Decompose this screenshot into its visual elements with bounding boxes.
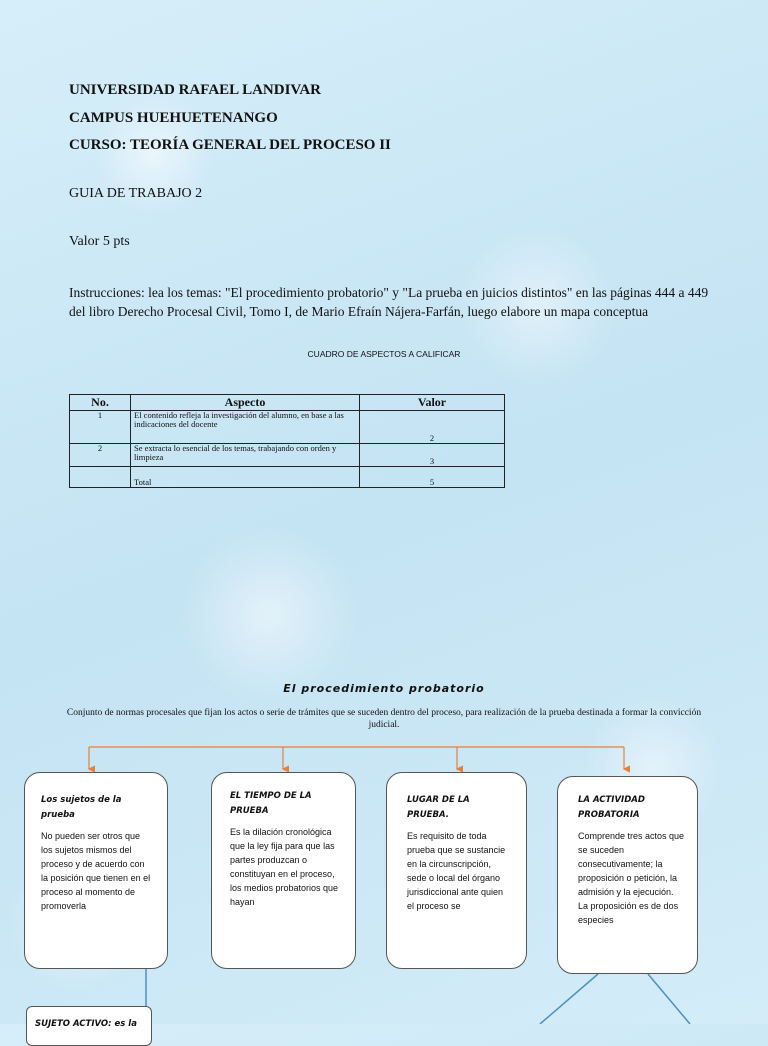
- box-title: Los sujetos de la prueba: [41, 795, 122, 820]
- grading-caption: CUADRO DE ASPECTOS A CALIFICAR: [307, 349, 461, 359]
- university-name: UNIVERSIDAD RAFAEL LANDIVAR: [69, 82, 321, 98]
- concept-box-actividad: [557, 776, 698, 974]
- concept-box-sujetos: [24, 772, 168, 969]
- guide-title: GUIA DE TRABAJO 2: [69, 186, 203, 201]
- instructions: Instrucciones: lea los temas: "El procedimiento probatorio" y "La prueba en juicios distintos" en las páginas 444 a 449 del libro Derecho Procesal Civil, Tomo I, de Mario Efraín Nájera-Farfán, luego elabore un mapa conceptua: [69, 285, 709, 319]
- header-aspect: Aspecto: [131, 395, 360, 411]
- concept-box-sujeto-activo: [26, 1006, 152, 1046]
- box-body: Es la dilación cronológica que la ley fija para que las partes produzcan o constituyan en el proceso, los medios probatorios que hayan: [230, 827, 339, 907]
- row-value: 3: [360, 444, 505, 467]
- campus-name: CAMPUS HUEHUETENANGO: [69, 110, 278, 126]
- box-4-right-line: [648, 974, 690, 1024]
- concept-box-lugar: [386, 772, 527, 969]
- box-body: No pueden ser otros que los sujetos mismos del proceso y de acuerdo con la posición que tienen en el proceso al momento de promoverla: [41, 831, 151, 911]
- header-value: Valor: [360, 395, 505, 411]
- row-value: 2: [360, 411, 505, 444]
- row-aspect: El contenido refleja la investigación del alumno, en base a las indicaciones del docente: [131, 411, 360, 444]
- concept-map-definition: Conjunto de normas procesales que fijan los actos o serie de trámites que se suceden dentro del proceso, para realización de la prueba destinada a formar la convicción judicial.: [66, 708, 702, 730]
- row-aspect: Se extracta lo esencial de los temas, trabajando con orden y limpieza: [131, 444, 360, 467]
- box-4-left-line: [540, 974, 598, 1024]
- box-title: SUJETO ACTIVO: es la: [35, 1019, 137, 1029]
- course-name: CURSO: TEORÍA GENERAL DEL PROCESO II: [69, 137, 391, 153]
- header-no: No.: [70, 395, 131, 411]
- box-body: Es requisito de toda prueba que se sustancie en la circunscripción, sede o local del órgano jurisdiccional ante quien el proceso se: [407, 831, 506, 911]
- row-no: 1: [70, 411, 131, 444]
- box-title: EL TIEMPO DE LA PRUEBA: [230, 791, 312, 816]
- concept-map-title: El procedimiento probatorio: [283, 682, 485, 695]
- row-value: 5: [360, 467, 505, 488]
- row-aspect: Total: [131, 467, 360, 488]
- box-body: Comprende tres actos que se suceden consecutivamente; la proposición o petición, la admisión y la ejecución. La proposición es de dos especies: [578, 831, 685, 925]
- concept-box-tiempo: [211, 772, 356, 969]
- box-title: LA ACTIVIDAD PROBATORIA: [578, 795, 645, 820]
- value-points: Valor 5 pts: [69, 234, 130, 249]
- row-no: 2: [70, 444, 131, 467]
- box-title: LUGAR DE LA PRUEBA.: [407, 795, 470, 820]
